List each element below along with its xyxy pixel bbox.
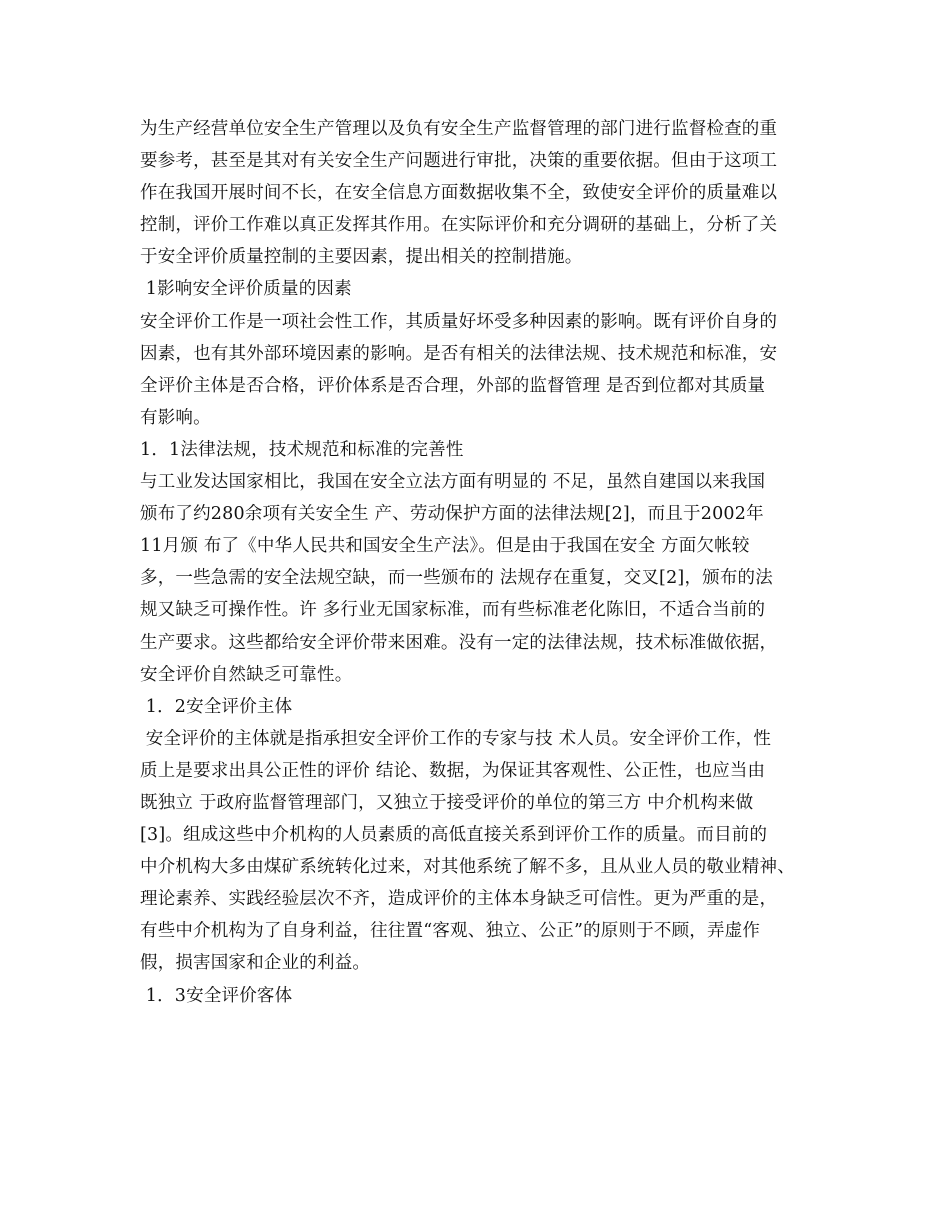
subsection-heading: 1．3安全评价客体 xyxy=(140,985,293,1006)
subsection-heading: 1．1法律法规，技术规范和标准的完善性 xyxy=(140,439,464,460)
body-line: 中介机构大多由煤矿系统转化过来，对其他系统了解不多，且从业人员的敬业精神、 xyxy=(140,857,795,878)
body-line: 多，一些急需的安全法规空缺，而一些颁布的 法规存在重复，交叉[2]，颁布的法 xyxy=(140,568,773,589)
body-line: 有些中介机构为了自身利益，往往置“客观、独立、公正”的原则于不顾，弄虚作 xyxy=(140,921,761,942)
body-line: 颁布了约280余项有关安全生 产、劳动保护方面的法律法规[2]，而且于2002年 xyxy=(140,504,764,525)
document-body xyxy=(140,113,820,1012)
subsection-heading: 1．2安全评价主体 xyxy=(140,696,293,717)
body-line: 作在我国开展时间不长，在安全信息方面数据收集不全，致使安全评价的质量难以 xyxy=(140,183,778,204)
body-line: 控制，评价工作难以真正发挥其作用。在实际评价和充分调研的基础上，分析了关 xyxy=(140,215,778,236)
body-line: 理论素养、实践经验层次不齐，造成评价的主体本身缺乏可信性。更为严重的是， xyxy=(140,889,778,910)
body-line: 既独立 于政府监督管理部门，又独立于接受评价的单位的第三方 中介机构来做 xyxy=(140,792,754,813)
body-line: 规又缺乏可操作性。许 多行业无国家标准，而有些标准老化陈旧，不适合当前的 xyxy=(140,600,766,621)
body-line: 为生产经营单位安全生产管理以及负有安全生产监督管理的部门进行监督检查的重 xyxy=(140,119,778,139)
body-line: 因素，也有其外部环境因素的影响。是否有相关的法律法规、技术规范和标准，安 xyxy=(140,343,778,364)
body-line: [3]。组成这些中介机构的人员素质的高低直接关系到评价工作的质量。而目前的 xyxy=(140,825,768,846)
body-line: 生产要求。这些都给安全评价带来困难。没有一定的法律法规，技术标准做依据， xyxy=(140,632,778,653)
body-line: 11月颁 布了《中华人民共和国安全生产法》。但是由于我国在安全 方面欠帐较 xyxy=(140,536,750,557)
body-line: 要参考，甚至是其对有关安全生产问题进行审批，决策的重要依据。但由于这项工 xyxy=(140,151,778,172)
body-line: 全评价主体是否合格，评价体系是否合理，外部的监督管理 是否到位都对其质量 xyxy=(140,375,766,396)
body-line: 于安全评价质量控制的主要因素，提出相关的控制措施。 xyxy=(140,247,583,268)
body-line: 假，损害国家和企业的利益。 xyxy=(140,953,371,974)
body-line: 与工业发达国家相比，我国在安全立法方面有明显的 不足，虽然自建国以来我国 xyxy=(140,472,766,493)
body-line: 安全评价的主体就是指承担安全评价工作的专家与技 术人员。安全评价工作，性 xyxy=(140,728,772,749)
body-line: 质上是要求出具公正性的评价 结论、数据，为保证其客观性、公正性，也应当由 xyxy=(140,760,766,781)
section-heading: 1影响安全评价质量的因素 xyxy=(140,279,352,300)
body-line: 安全评价自然缺乏可靠性。 xyxy=(140,664,353,685)
body-line: 安全评价工作是一项社会性工作，其质量好坏受多种因素的影响。既有评价自身的 xyxy=(140,311,778,332)
body-line: 有影响。 xyxy=(140,407,211,428)
